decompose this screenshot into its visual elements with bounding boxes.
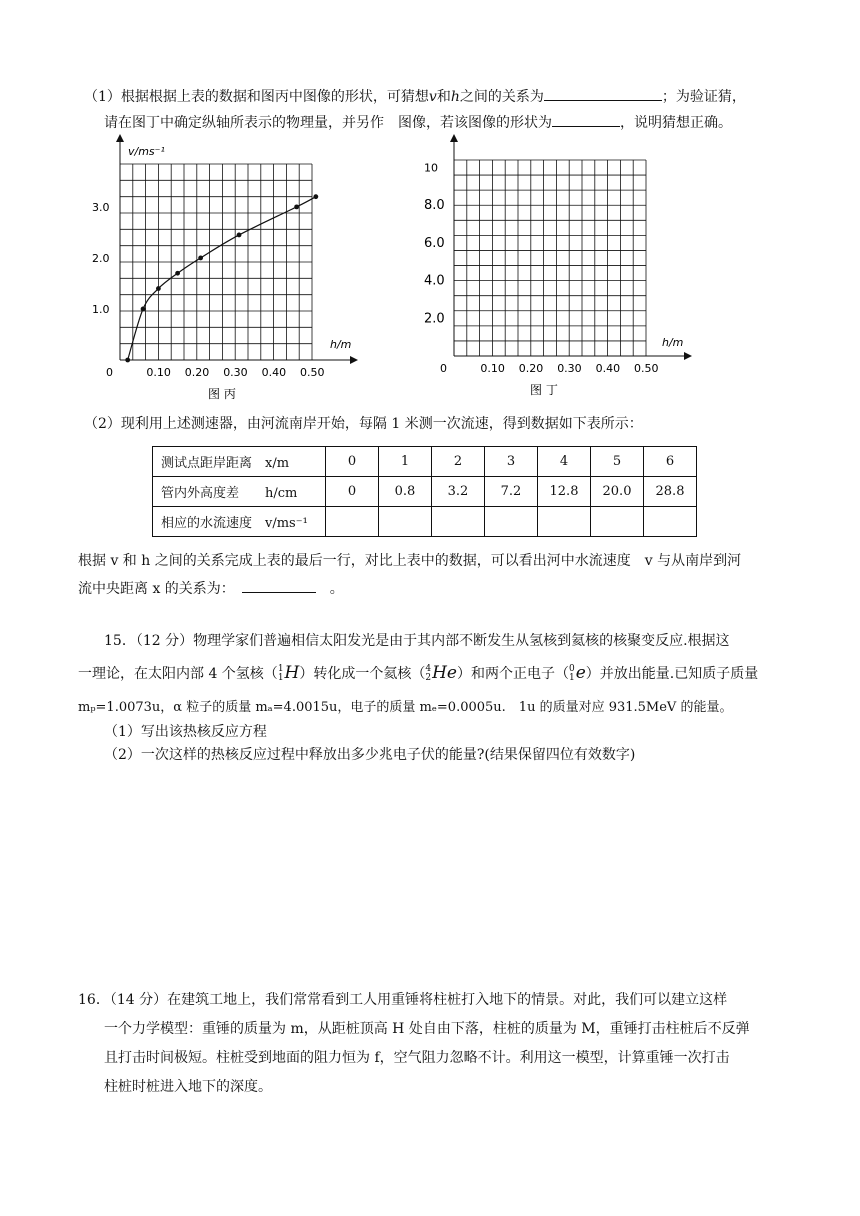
row-label-x: 测试点距岸距离 x/m — [153, 447, 326, 477]
hydrogen-symbol: H — [284, 663, 300, 683]
x-tick-label: 0.20 — [518, 362, 544, 375]
helium-charge-number: 2 — [425, 673, 432, 683]
cell-x: 6 — [644, 447, 697, 477]
chart-bing-ylabel: v/ms⁻¹ — [128, 145, 165, 158]
chart-ding-x-ticks — [440, 362, 659, 375]
cell-x: 0 — [326, 447, 379, 477]
cell-h: 0 — [326, 477, 379, 507]
data-point — [156, 286, 161, 291]
y-tick-label: 8.0 — [424, 198, 445, 214]
x-tick-label: 0.10 — [146, 366, 171, 379]
cell-x: 1 — [379, 447, 432, 477]
q15-line2 — [78, 660, 758, 687]
positron-charge-number: 1 — [569, 673, 575, 683]
q15-line2-text-b: ）转化成一个氦核（ — [299, 666, 426, 682]
cell-h: 28.8 — [644, 477, 697, 507]
y-tick-label: 6.0 — [424, 235, 445, 251]
positron-nuclide — [569, 665, 575, 683]
x-tick-label: 0.40 — [261, 366, 287, 379]
chart-bing-xlabel: h/m — [330, 338, 352, 351]
table-row-v — [153, 507, 697, 537]
part1-line2 — [104, 112, 732, 133]
q15-line2-text-a: 一理论，在太阳内部 4 个氢核（ — [78, 666, 278, 682]
cell-x: 5 — [591, 447, 644, 477]
cell-v-input[interactable] — [538, 507, 591, 537]
x-tick-label: 0.50 — [634, 362, 659, 375]
q15-sub1: （1）写出该热核反应方程 — [104, 724, 267, 740]
part1-line1-text-c: 之间的关系为 — [459, 89, 544, 105]
helium-symbol: He — [432, 663, 457, 683]
answer-blank-v-x-relation[interactable] — [242, 578, 316, 593]
y-tick-label: 2.0 — [92, 251, 110, 265]
cell-v-input[interactable] — [379, 507, 432, 537]
cell-x: 2 — [432, 447, 485, 477]
y-tick-label: 1.0 — [92, 302, 110, 316]
cell-h: 0.8 — [379, 477, 432, 507]
q15-line1: 15．（12 分）物理学家们普遍相信太阳发光是由于其内部不断发生从氢核到氦核的核聚变反应.根据这 — [104, 633, 730, 649]
cell-x: 3 — [485, 447, 538, 477]
cell-v-input[interactable] — [326, 507, 379, 537]
x-tick-label: 0.40 — [595, 362, 621, 375]
chart-ding-xlabel: h/m — [662, 336, 684, 349]
answer-blank-relation[interactable] — [544, 86, 662, 101]
y-tick-label: 3.0 — [92, 200, 110, 214]
chart-ding-y-ticks — [424, 162, 445, 327]
chart-ding-grid — [454, 160, 646, 356]
table-row-h — [153, 477, 697, 507]
x-tick-label: 0.20 — [184, 366, 210, 379]
cell-v-input[interactable] — [644, 507, 697, 537]
x-tick-label: 0.50 — [300, 366, 325, 379]
data-point — [294, 204, 299, 209]
cell-v-input[interactable] — [485, 507, 538, 537]
var-v: v — [428, 89, 437, 105]
q16-line3: 且打击时间极短。柱桩受到地面的阻力恒为 f，空气阻力忽略不计。利用这一模型，计算重锤一次打击 — [104, 1050, 730, 1066]
q16-line1: 16．（14 分）在建筑工地上，我们常常看到工人用重锤将柱桩打入地下的情景。对此，我们可以建立这样 — [78, 992, 728, 1008]
chart-bing-y-ticks — [92, 201, 110, 316]
chart-bing-x-ticks — [106, 366, 325, 379]
q15-line3: mₚ=1.0073u，α 粒子的质量 mₐ=4.0015u，电子的质量 mₑ=0.0005u. 1u 的质量对应 931.5MeV 的能量。 — [78, 700, 733, 715]
data-point — [141, 307, 146, 312]
part2-after-line2-text-b: 。 — [329, 581, 344, 597]
flow-data-table — [152, 446, 697, 537]
chart-ding-title: 图 丁 — [530, 383, 558, 397]
helium-mass-number: 4 — [425, 664, 432, 674]
hydrogen-nuclide — [278, 665, 284, 683]
helium-nuclide — [425, 665, 431, 683]
cell-v-input[interactable] — [432, 507, 485, 537]
answer-blank-shape[interactable] — [552, 112, 620, 127]
hydrogen-charge-number: 1 — [277, 673, 284, 683]
data-point — [313, 194, 318, 199]
cell-h: 7.2 — [485, 477, 538, 507]
part1-line2-text-a: 请在图丁中确定纵轴所表示的物理量，并另作 图像，若该图像的形状为 — [104, 115, 552, 131]
cell-h: 3.2 — [432, 477, 485, 507]
hydrogen-mass-number: 1 — [277, 664, 284, 674]
table-row-x — [153, 447, 697, 477]
data-point — [237, 233, 242, 238]
q16-line4: 柱桩时桩进入地下的深度。 — [104, 1079, 272, 1095]
cell-h: 12.8 — [538, 477, 591, 507]
q15-sub2: （2）一次这样的热核反应过程中释放出多少兆电子伏的能量?(结果保留四位有效数字) — [104, 747, 636, 763]
part1-line1 — [84, 86, 746, 107]
part1-line1-text-a: （1）根据根据上表的数据和图丙中图像的形状，可猜想 — [84, 89, 429, 105]
x-tick-label: 0.10 — [480, 362, 505, 375]
q16-line2: 一个力学模型：重锤的质量为 m，从距桩顶高 H 处自由下落，柱桩的质量为 M，重锤打击柱桩后不反弹 — [104, 1021, 750, 1037]
chart-bing-title: 图 丙 — [208, 387, 236, 401]
y-tick-label: 4.0 — [424, 273, 445, 289]
positron-symbol: e — [575, 663, 586, 683]
y-tick-label: 10 — [424, 161, 438, 175]
data-point — [198, 256, 203, 261]
row-label-v: 相应的水流速度 v/ms⁻¹ — [153, 507, 326, 537]
chart-bing — [84, 134, 444, 404]
data-point — [175, 271, 180, 276]
part1-line1-text-b: 和 — [436, 89, 451, 105]
data-point — [125, 358, 130, 363]
part1-line2-text-b: ，说明猜想正确。 — [620, 115, 732, 131]
y-tick-label: 2.0 — [424, 311, 445, 327]
x-tick-label: 0.30 — [557, 362, 582, 375]
part2-after-line1: 根据 v 和 h 之间的关系完成上表的最后一行，对比上表中的数据，可以看出河中水流速度 v 与从南岸到河 — [78, 553, 742, 569]
var-h: h — [450, 89, 460, 105]
q15-line2-text-d: ）并放出能量.已知质子质量 — [585, 666, 759, 682]
part2-intro: （2）现利用上述测速器，由河流南岸开始，每隔 1 米测一次流速，得到数据如下表所示： — [84, 416, 643, 432]
part1-line1-text-d: ；为验证猜， — [661, 89, 746, 105]
x-tick-label: 0 — [440, 362, 447, 375]
x-tick-label: 0 — [106, 366, 113, 379]
positron-mass-number: 0 — [569, 664, 575, 674]
x-tick-label: 0.30 — [223, 366, 248, 379]
chart-ding — [422, 134, 722, 404]
cell-x: 4 — [538, 447, 591, 477]
chart-bing-grid — [120, 164, 312, 360]
q15-line2-text-c: ）和两个正电子（ — [457, 666, 569, 682]
cell-h: 20.0 — [591, 477, 644, 507]
part2-after-line2-text-a: 流中央距离 x 的关系为： — [78, 581, 228, 597]
row-label-h: 管内外高度差 h/cm — [153, 477, 326, 507]
cell-v-input[interactable] — [591, 507, 644, 537]
part2-after-line2 — [78, 578, 344, 599]
